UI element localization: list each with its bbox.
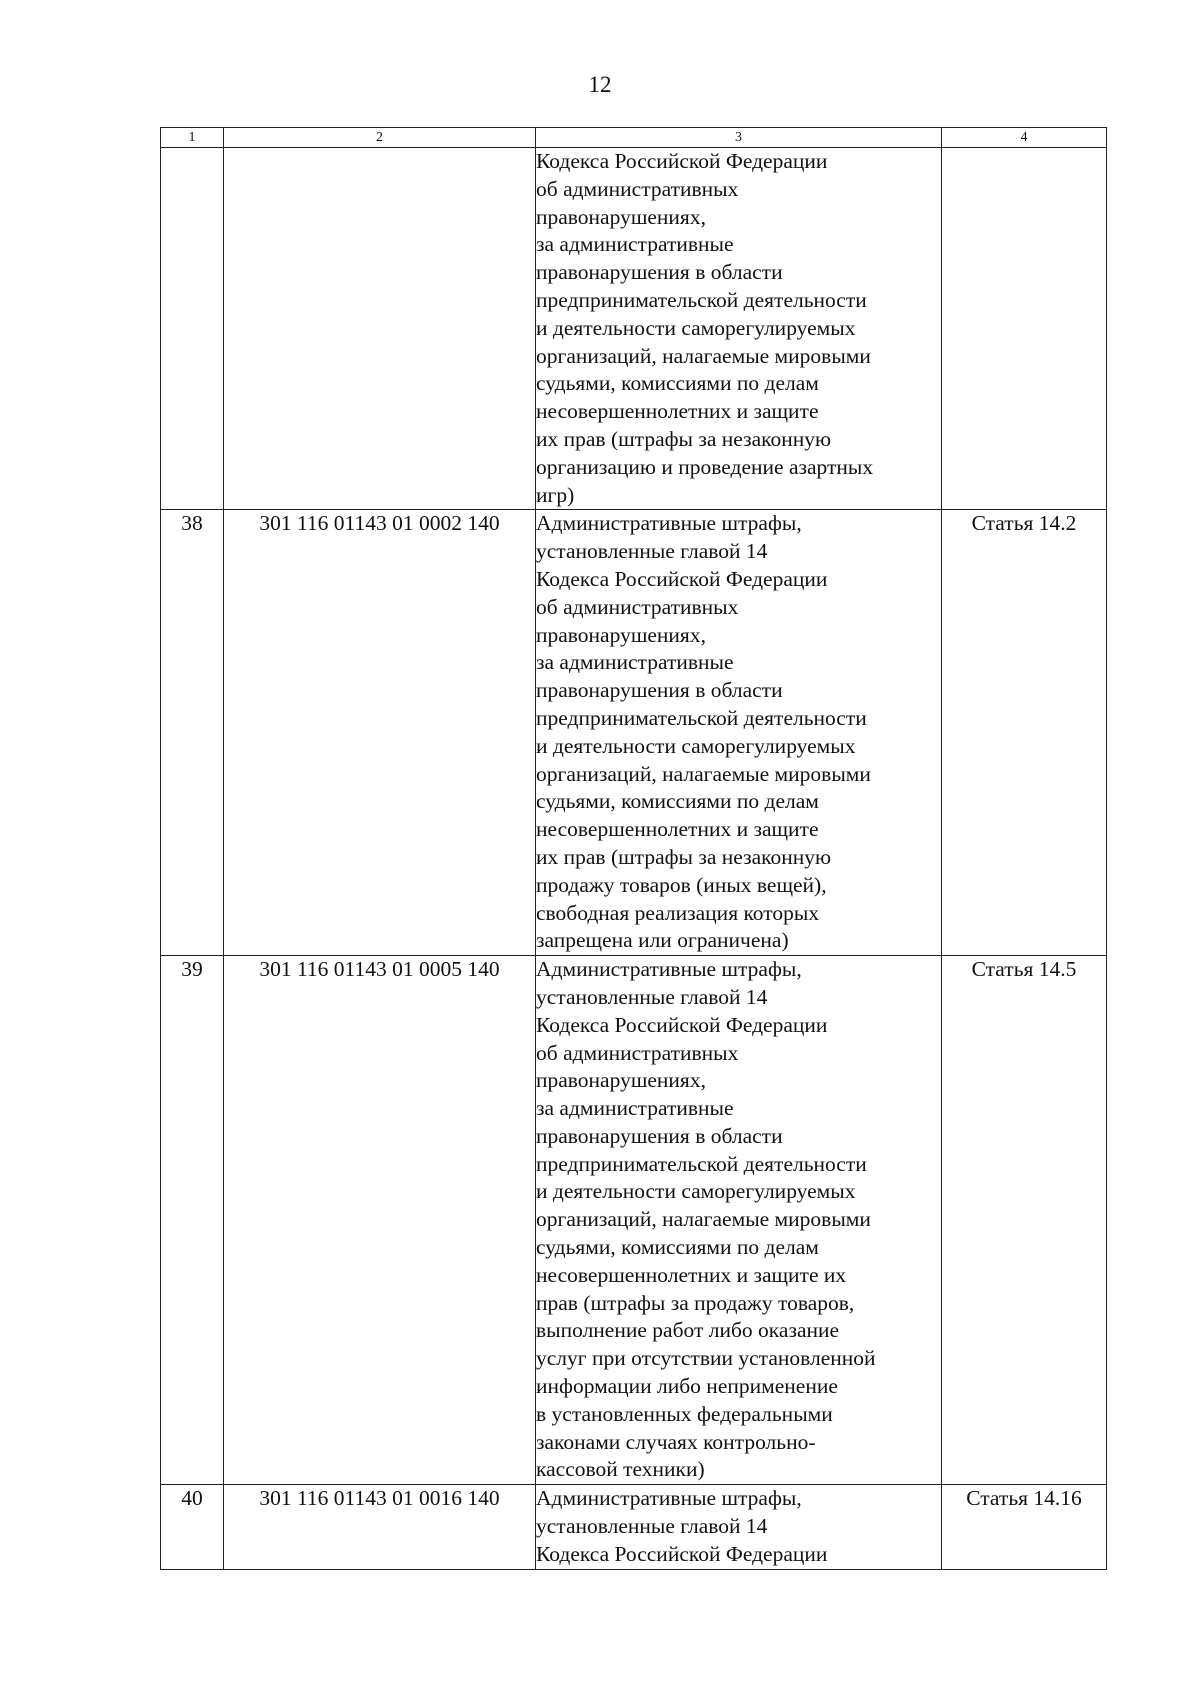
description-line: Кодекса Российской Федерации [536,1541,828,1566]
description-line: в установленных федеральными [536,1401,833,1426]
description-line: за административные [536,232,734,257]
article-cell: Статья 14.5 [942,956,1107,1485]
description-cell [536,1485,942,1569]
budget-code-cell: 301 116 01143 01 0016 140 [224,1485,536,1569]
description-line: об административных [536,176,739,201]
description-line: судьями, комиссиями по делам [536,789,819,814]
budget-code-cell: 301 116 01143 01 0002 140 [224,510,536,956]
description-line: свободная реализация которых [536,900,820,925]
page-number: 12 [588,72,612,97]
description-line: несовершеннолетних и защите их [536,1262,847,1287]
description-line: установленные главой 14 [536,539,768,564]
row-number-cell [161,148,224,510]
column-header-3: 3 [536,128,942,148]
description-line: кассовой техники) [536,1457,705,1482]
description-line: организаций, налагаемые мировыми [536,1207,871,1232]
table-row [161,956,1107,1485]
description-line: Кодекса Российской Федерации [536,149,828,173]
article-cell: Статья 14.16 [942,1485,1107,1569]
article-cell [942,148,1107,510]
description-line: законами случаях контрольно- [536,1429,816,1454]
description-line: организацию и проведение азартных [536,454,874,479]
description-line: запрещена или ограничена) [536,928,789,953]
description-line: правонарушениях, [536,204,706,229]
description-line: судьями, комиссиями по делам [536,1235,819,1260]
description-line: об административных [536,594,739,619]
description-line: Административные штрафы, [536,1486,802,1511]
description-line: несовершеннолетних и защите [536,399,819,424]
column-header-4: 4 [942,128,1107,148]
row-number-cell: 39 [161,956,224,1485]
description-line: Административные штрафы, [536,511,802,536]
column-header-1: 1 [161,128,224,148]
description-line: выполнение работ либо оказание [536,1318,840,1343]
row-number-cell: 38 [161,510,224,956]
description-line: Административные штрафы, [536,957,802,982]
description-line: организаций, налагаемые мировыми [536,761,871,786]
budget-code-cell: 301 116 01143 01 0005 140 [224,956,536,1485]
description-line: и деятельности саморегулируемых [536,733,856,758]
description-line: их прав (штрафы за незаконную [536,426,832,451]
description-line: и деятельности саморегулируемых [536,1179,856,1204]
description-line: правонарушениях, [536,1068,706,1093]
description-line: предпринимательской деятельности [536,705,867,730]
description-line: продажу товаров (иных вещей), [536,872,827,897]
description-line: информации либо неприменение [536,1374,838,1399]
description-line: игр) [536,482,575,507]
table-row-continuation [161,148,1107,510]
description-line: Кодекса Российской Федерации [536,1012,828,1037]
description-cell [536,148,942,510]
description-line: предпринимательской деятельности [536,1151,867,1176]
description-line: правонарушения в области [536,260,783,285]
description-line: и деятельности саморегулируемых [536,315,856,340]
column-number-row [161,128,1107,148]
description-line: организаций, налагаемые мировыми [536,343,871,368]
budget-code-cell [224,148,536,510]
description-line: установленные главой 14 [536,984,768,1009]
description-line: судьями, комиссиями по делам [536,371,819,396]
description-line: правонарушения в области [536,1123,783,1148]
table-row [161,510,1107,956]
description-line: об административных [536,1040,739,1065]
table-row [161,1485,1107,1569]
budget-codes-table [160,127,1107,1570]
description-line: прав (штрафы за продажу товаров, [536,1290,855,1315]
description-line: правонарушения в области [536,678,783,703]
description-line: предпринимательской деятельности [536,287,867,312]
column-header-2: 2 [224,128,536,148]
description-line: их прав (штрафы за незаконную [536,844,832,869]
description-cell [536,510,942,956]
description-cell [536,956,942,1485]
description-line: установленные главой 14 [536,1514,768,1539]
description-line: правонарушениях, [536,622,706,647]
row-number-cell: 40 [161,1485,224,1569]
description-line: за административные [536,650,734,675]
description-line: несовершеннолетних и защите [536,817,819,842]
description-line: за административные [536,1096,734,1121]
description-line: Кодекса Российской Федерации [536,566,828,591]
article-cell: Статья 14.2 [942,510,1107,956]
description-line: услуг при отсутствии установленной [536,1346,876,1371]
